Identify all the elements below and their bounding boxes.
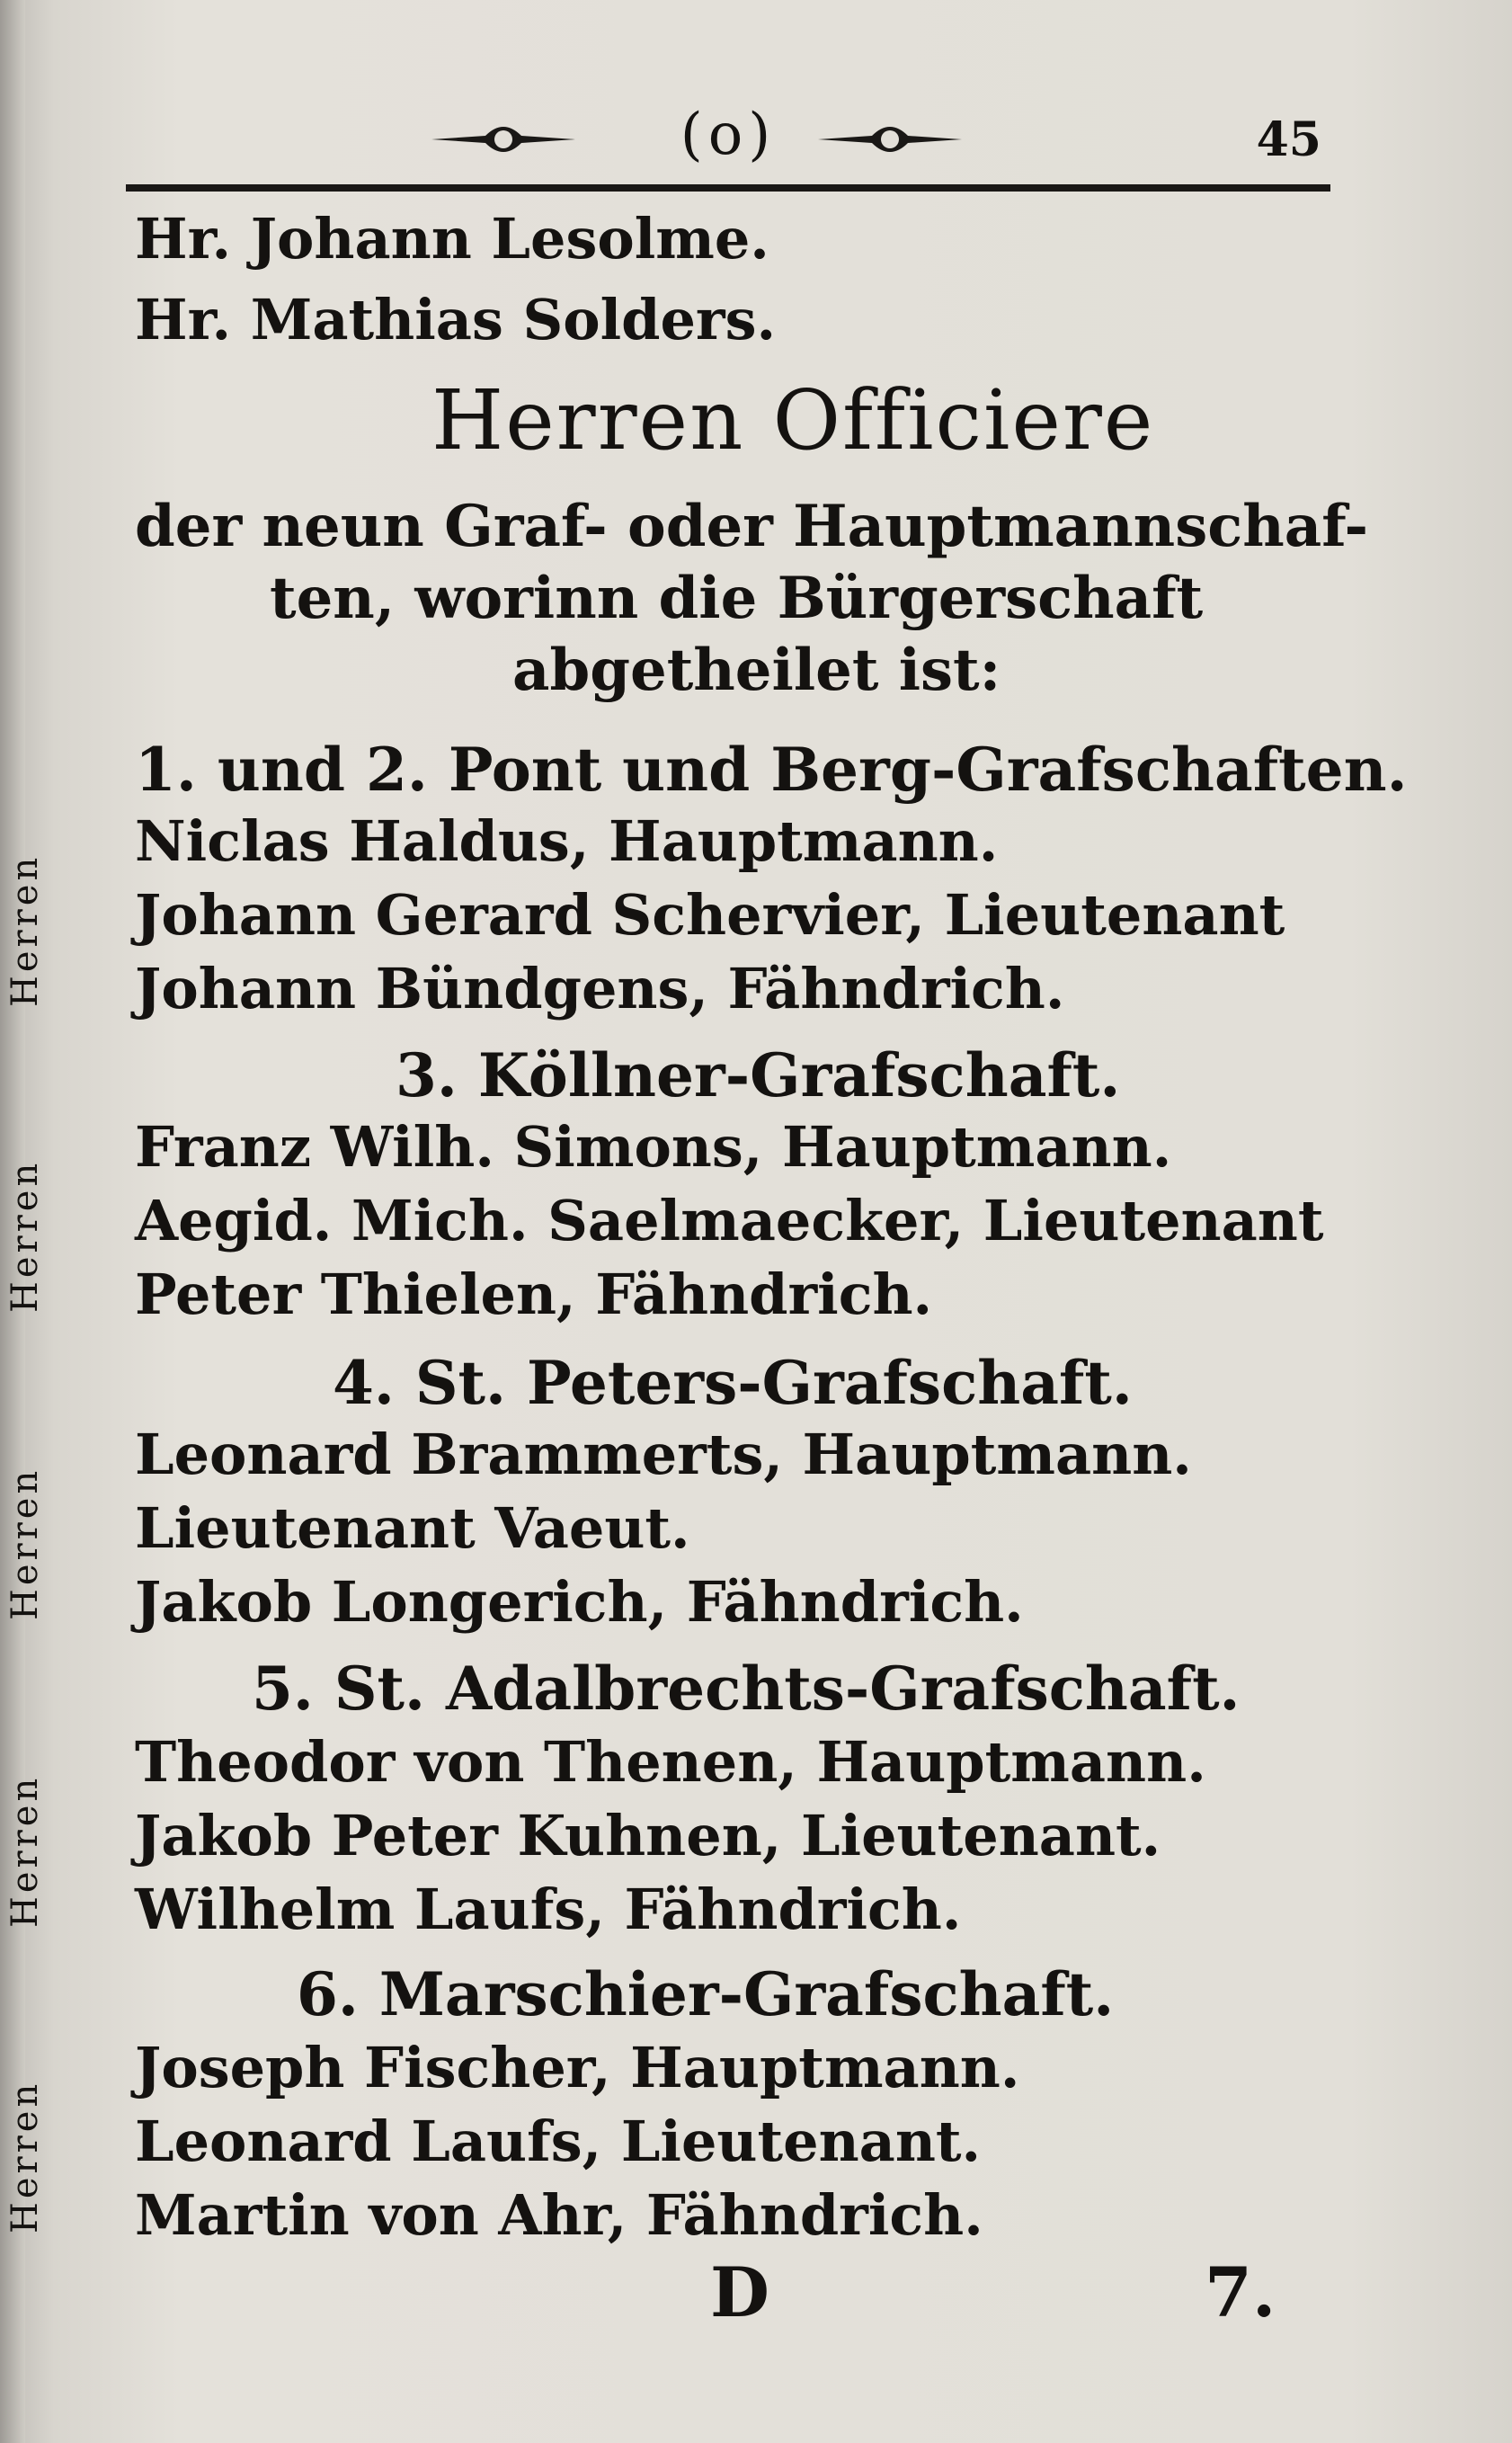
header-center-mark: (o) bbox=[680, 102, 777, 168]
section-title-3: 4. St. Peters-Grafschaft. bbox=[333, 1348, 1133, 1418]
title-subline-2: ten, worinn die Bürgerschaft bbox=[270, 565, 1204, 632]
section-2-entry-3: Peter Thielen, Fähndrich. bbox=[135, 1262, 933, 1327]
section-title-4: 5. St. Adalbrechts-Grafschaft. bbox=[252, 1654, 1241, 1724]
side-label-section-3: Herren bbox=[4, 1467, 46, 1621]
section-2-entry-2: Aegid. Mich. Saelmaecker, Lieutenant bbox=[135, 1188, 1324, 1253]
side-label-section-1: Herren bbox=[4, 853, 46, 1008]
right-ornament-icon bbox=[818, 112, 962, 166]
side-label-section-2: Herren bbox=[4, 1159, 46, 1314]
header-rule bbox=[126, 184, 1330, 192]
page-number: 45 bbox=[1256, 112, 1321, 167]
title-subline-1: der neun Graf- oder Hauptmannschaf- bbox=[135, 493, 1368, 560]
signature-mark: D bbox=[710, 2252, 769, 2332]
top-line-1: Hr. Johann Lesolme. bbox=[135, 206, 769, 272]
section-title-2: 3. Köllner-Grafschaft. bbox=[396, 1040, 1121, 1110]
left-ornament-icon bbox=[431, 112, 575, 166]
section-5-entry-3: Martin von Ahr, Fähndrich. bbox=[135, 2182, 983, 2248]
page-title: Herren Officiere bbox=[431, 372, 1155, 468]
section-title-1: 1. und 2. Pont und Berg-Grafschaften. bbox=[135, 735, 1408, 805]
side-label-section-5: Herren bbox=[4, 2080, 46, 2234]
section-5-entry-1: Joseph Fischer, Hauptmann. bbox=[135, 2035, 1020, 2100]
section-3-entry-2: Lieutenant Vaeut. bbox=[135, 1495, 690, 1561]
section-5-entry-2: Leonard Laufs, Lieutenant. bbox=[135, 2109, 982, 2174]
section-1-entry-2: Johann Gerard Schervier, Lieutenant bbox=[135, 882, 1285, 948]
top-line-2: Hr. Mathias Solders. bbox=[135, 287, 777, 352]
section-4-entry-3: Wilhelm Laufs, Fähndrich. bbox=[135, 1877, 962, 1942]
title-subline-3: abgetheilet ist: bbox=[512, 637, 1001, 704]
section-1-entry-3: Johann Bündgens, Fähndrich. bbox=[135, 956, 1065, 1021]
section-2-entry-1: Franz Wilh. Simons, Hauptmann. bbox=[135, 1114, 1172, 1180]
section-1-entry-1: Niclas Haldus, Hauptmann. bbox=[135, 808, 999, 874]
section-4-entry-2: Jakob Peter Kuhnen, Lieutenant. bbox=[135, 1803, 1161, 1868]
page-header bbox=[126, 94, 1330, 202]
section-3-entry-1: Leonard Brammerts, Hauptmann. bbox=[135, 1422, 1192, 1487]
side-label-section-4: Herren bbox=[4, 1774, 46, 1929]
section-3-entry-3: Jakob Longerich, Fähndrich. bbox=[135, 1569, 1024, 1635]
section-4-entry-1: Theodor von Thenen, Hauptmann. bbox=[135, 1729, 1206, 1795]
catchword: 7. bbox=[1205, 2252, 1276, 2332]
section-title-5: 6. Marschier-Grafschaft. bbox=[297, 1959, 1115, 2029]
